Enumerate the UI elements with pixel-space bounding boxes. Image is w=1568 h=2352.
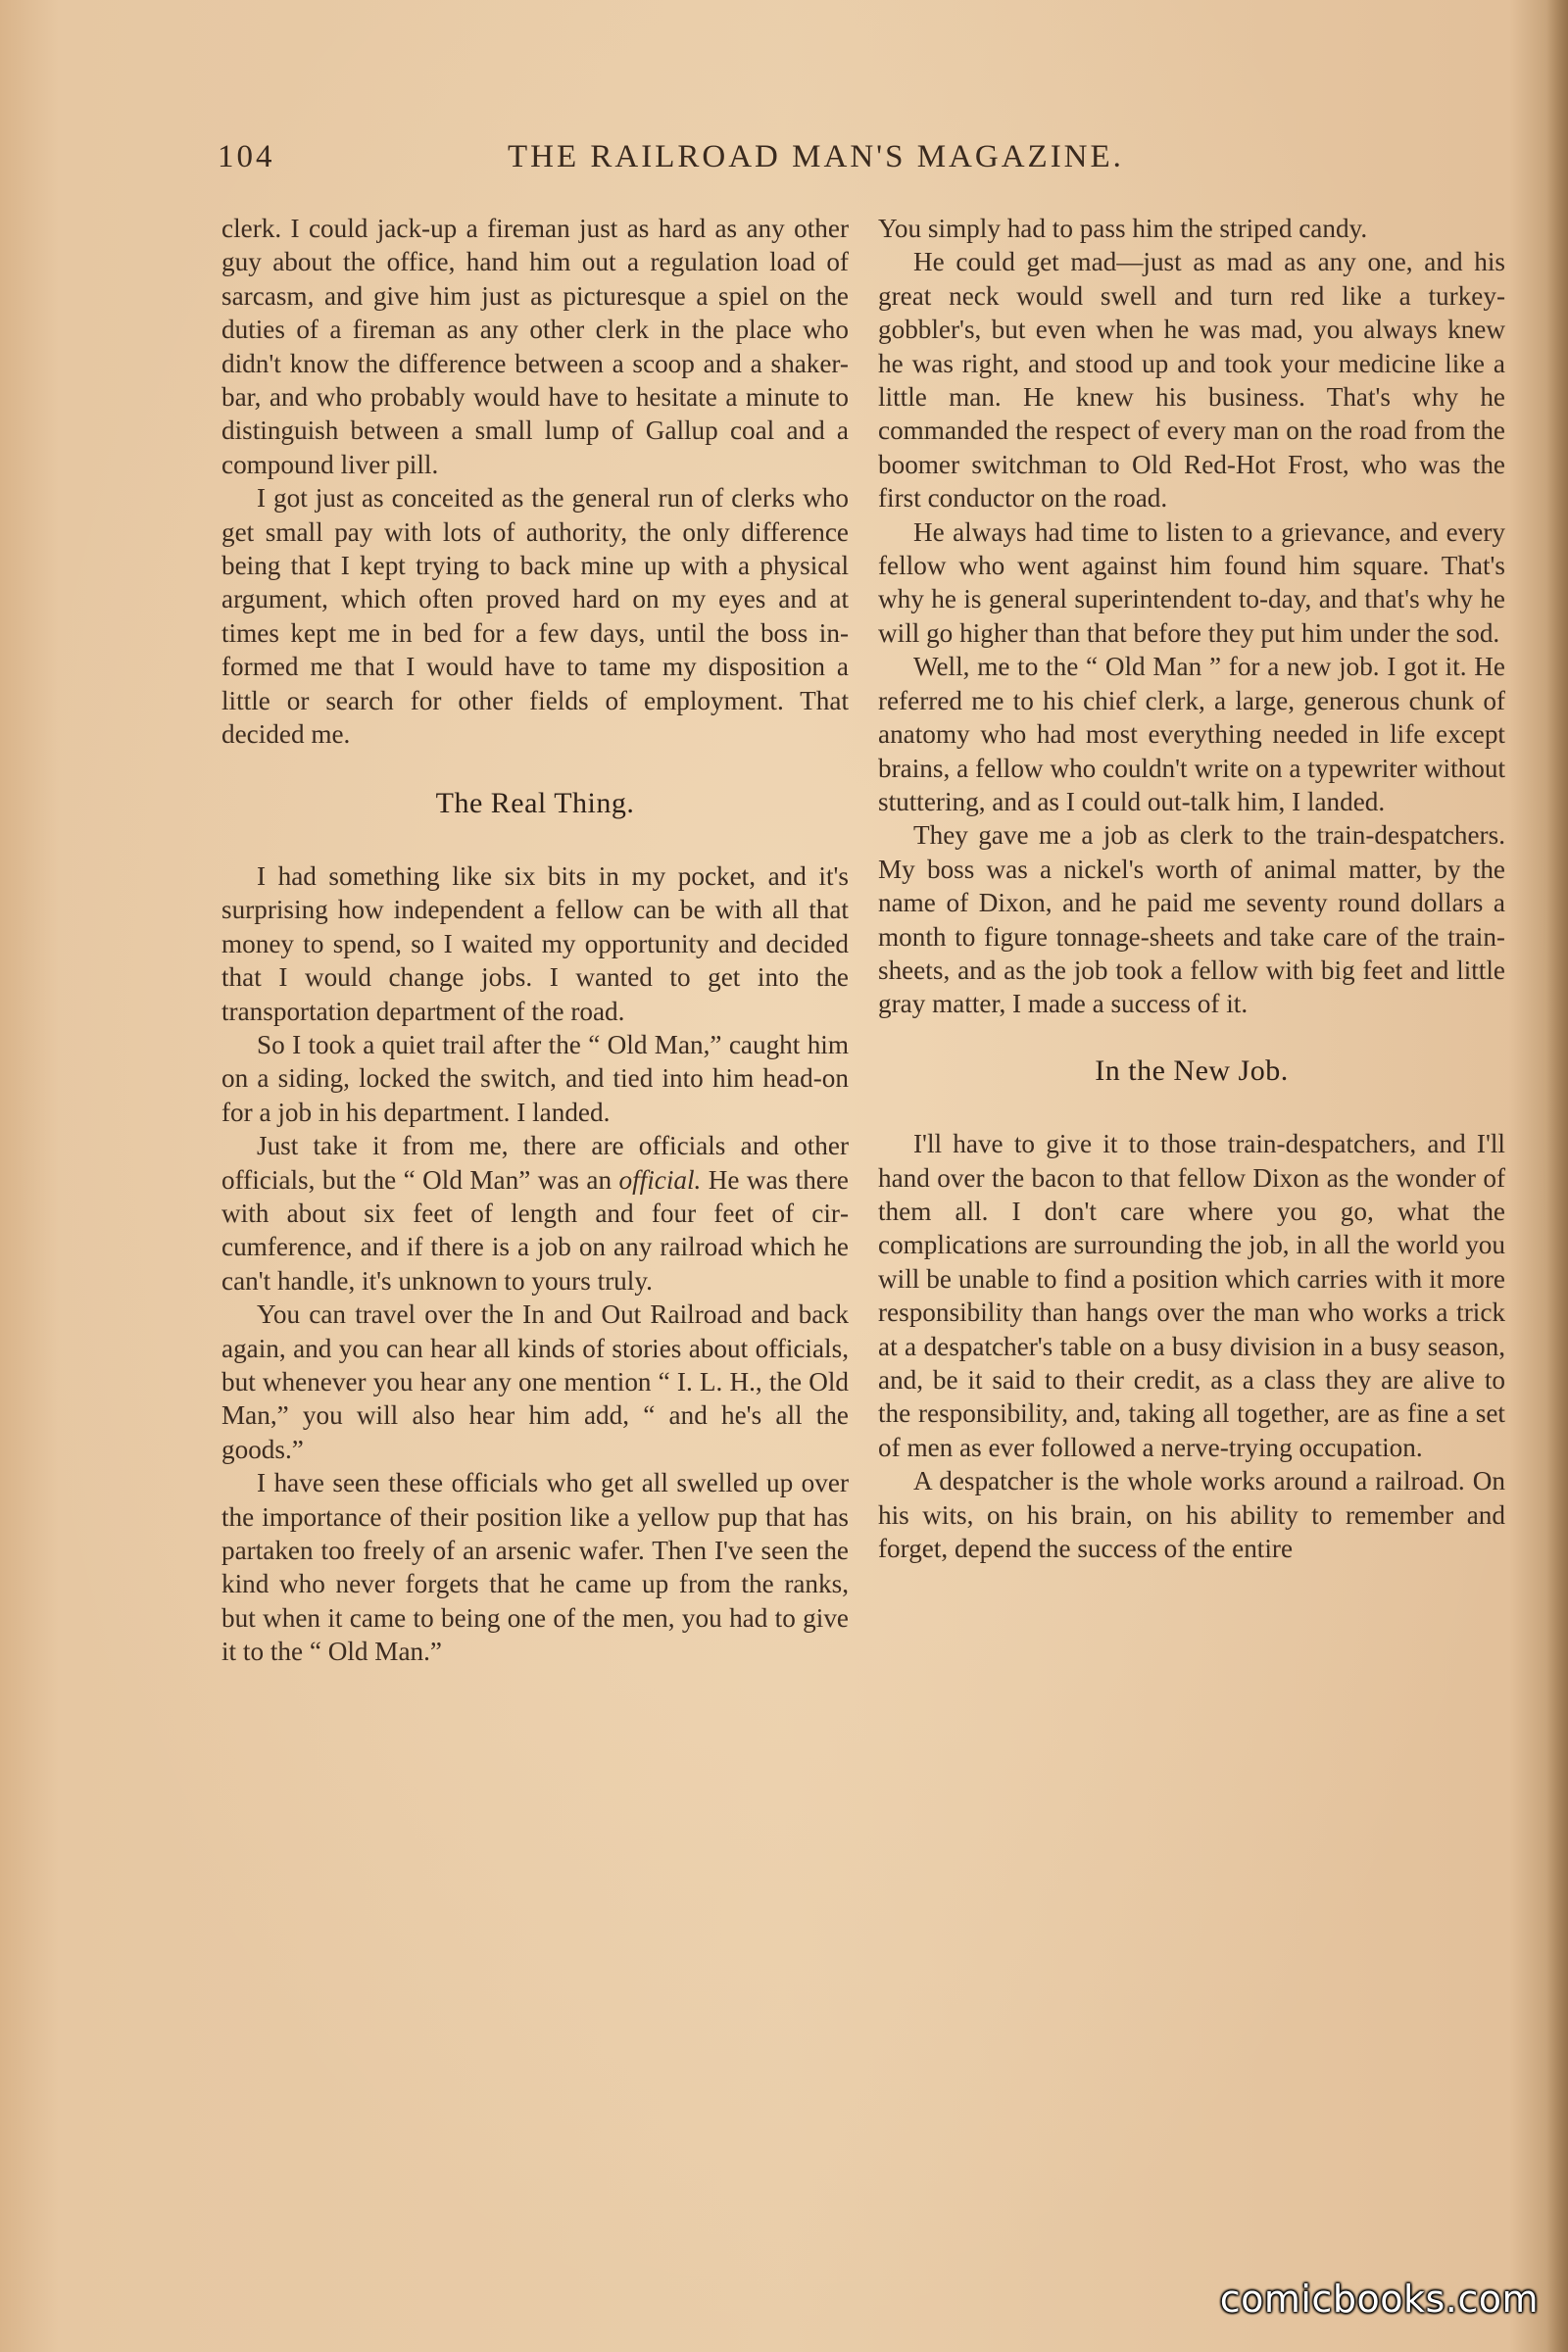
paragraph: Well, me to the “ Old Man ” for a new job. I got it. He referred me to his chief clerk, a large, generous chunk of anatomy who had most everything needed in life except brains, a fellow who couldn't write on a typewriter without stuttering, and as I could out-talk him, I landed. bbox=[878, 652, 1505, 816]
paragraph: I got just as conceited as the general run of clerks who get small pay with lots of authority, the only difference being that I kept trying to back mine up with a physical argument, which often proved hard on my eyes and at times kept me in bed for a few days, until the boss informed me that I would have to tame my disposition a little or search for other fields of employment. That decided me. bbox=[221, 483, 849, 750]
text-run: Just take it from me, there are officials and other officials, but the “ Old Man” was an bbox=[221, 1131, 849, 1195]
paragraph: I had something like six bits in my pocket, and it's surprising how independent a fellow can be with all that money to spend, so I waited my opportunity and decided that I would change jobs. I wanted to get into the transportation department of the road. bbox=[221, 860, 849, 1026]
paragraph: You can travel over the In and Out Railroad and back again, and you can hear all kinds of stories about officials, but whenever you hear any one mention “ I. L. H., the Old Man,” you will also hear him add, “ and he's all the goods.” bbox=[221, 1299, 849, 1464]
paragraph: He always had time to listen to a grievance, and every fellow who went against him found him square. That's why he is general superintendent to-day, and that's why he will go higher than that before they put him under the sod. bbox=[878, 516, 1505, 648]
left-column bbox=[221, 212, 849, 2162]
right-column bbox=[878, 212, 1505, 2162]
paragraph: So I took a quiet trail after the “ Old Man,” caught him on a siding, locked the switch, and tied into him head-on for a job in his department. I landed. bbox=[221, 1029, 849, 1127]
paragraph: They gave me a job as clerk to the train-despatchers. My boss was a nickel's worth of animal matter, by the name of Dixon, and he paid me seventy round dollars a month to figure tonnage-sheets and take care of the train-sheets, and as the job took a fellow with big feet and little gray matter, I made a success of it. bbox=[878, 820, 1505, 1019]
paragraph: You simply had to pass him the striped candy. bbox=[878, 214, 1368, 243]
page-number: 104 bbox=[218, 139, 275, 174]
watermark: comicbooks.com bbox=[1219, 2278, 1539, 2321]
page-header bbox=[218, 139, 1213, 188]
paragraph: He could get mad—just as mad as any one, and his great neck would swell and turn red like a turkey-gobbler's, but even when he was mad, you always knew he was right, and stood up and took your medicine like a little man. He knew his business. That's why he commanded the respect of every man on the road from the boomer switchman to Old Red-Hot Frost, who was the first conductor on the road. bbox=[878, 247, 1505, 514]
paragraph: I have seen these officials who get all swelled up over the importance of their position like a yellow pup that has partaken too freely of an arsenic wafer. Then I've seen the kind who never forgets that he came up from the ranks, but when it came to being one of the men, you had to give it to the “ Old Man.” bbox=[221, 1468, 849, 1667]
magazine-title: THE RAILROAD MAN'S MAGAZINE. bbox=[508, 139, 1124, 174]
emphasis-text: official. bbox=[618, 1164, 702, 1195]
paragraph: I'll have to give it to those train-despatchers, and I'll hand over the bacon to that fellow Dixon as the wonder of them all. I don't care where you go, what the complications are surrounding the job, in all the world you will be unable to find a position which carries with it more responsibility than hangs over the man who works a trick at a despatcher's table on a busy division in a busy season, and, be it said to their credit, as a class they are alive to the responsibility, and, taking all together, are as fine a set of men as ever followed a nerve-trying occupation. bbox=[878, 1129, 1505, 1462]
paragraph: A despatcher is the whole works around a railroad. On his wits, on his brain, on his ability to remember and forget, depend the success of the entire bbox=[878, 1466, 1505, 1564]
paragraph bbox=[221, 1129, 849, 1298]
section-heading-new-job: In the New Job. bbox=[1095, 1054, 1289, 1087]
text-run: He was there with about six feet of length and four feet of circumference, and if there is a job on any railroad which he can't handle, it's unknown to yours truly. bbox=[221, 1164, 849, 1296]
paragraph: clerk. I could jack-up a fireman just as hard as any other guy about the office, hand him out a regulation load of sarcasm, and give him just as picturesque a spiel on the duties of a fireman as any other clerk in the place who didn't know the difference between a scoop and a shaker-bar, and who probably would have to hesitate a minute to distinguish between a small lump of Gallup coal and a compound liver pill. bbox=[221, 214, 849, 479]
section-heading-real-thing: The Real Thing. bbox=[435, 786, 635, 819]
page-spine-shadow bbox=[1546, 0, 1568, 2352]
